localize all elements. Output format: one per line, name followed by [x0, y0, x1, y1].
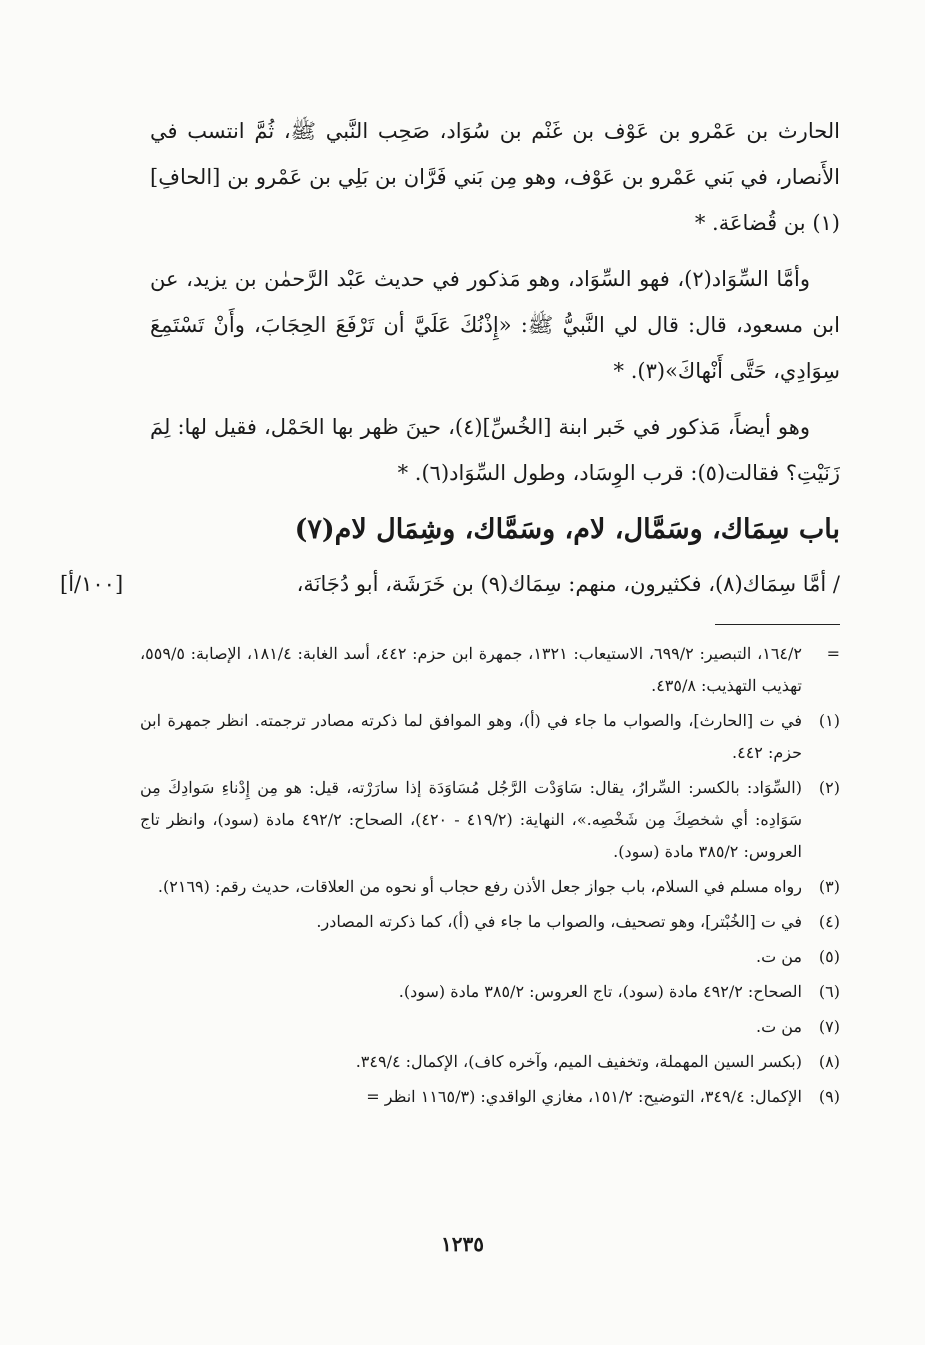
footnote-item: [140, 871, 840, 903]
footnote-text: رواه مسلم في السلام، باب جواز جعل الأذن رفع حجاب أو نحوه من العلاقات، حديث رقم: (٢١٦٩).: [157, 877, 802, 896]
main-text: [150, 108, 840, 506]
footnote-divider: [715, 624, 840, 625]
section-heading: باب سِمَاك، وسَمَّال، لام، وسَمَّاك، وشِمَال لام(٧): [294, 514, 840, 545]
footnote-text: من ت.: [756, 947, 802, 966]
footnote-item: [140, 976, 840, 1008]
footnote-number: (٢): [818, 778, 840, 797]
last-line-text: / أمَّا سِمَاك(٨)، فكثيرون، منهم: سِمَاك(٩) بن خَرَشَة، أبو دُجَانَة،: [296, 572, 840, 596]
footnote-number: =: [826, 644, 840, 663]
footnote-item: [140, 1011, 840, 1043]
footnote-text: من ت.: [756, 1017, 802, 1036]
main-text-last-line: [60, 562, 840, 606]
footnote-text: الصحاح: ٤٩٢/٢ مادة (سود)، تاج العروس: ٣٨٥/٢ مادة (سود).: [398, 982, 802, 1001]
footnote-number: (١): [818, 711, 840, 730]
footnote-number: (٣): [818, 877, 840, 896]
footnote-item: [140, 941, 840, 973]
footnote-text: في ت [الخُبْتر]، وهو تصحيف، والصواب ما جاء في (أ)، كما ذكرته المصادر.: [316, 912, 802, 931]
footnote-text: (السِّوَاد: بالكسر: السِّرارُ، يقال: سَاوَدْت الرَّجُل مُسَاوَدَة إذا سارَرْته، قيل: هو مِن إِدْناءِ سَوادِكَ مِن سَوَادِه: أي شخصِكَ مِن شَخْصِه.»، النهاية: (٤١٩/٢ - ٤٢٠)، الصحاح: ٤٩٢/٢ مادة (سود)، وانظر تاج العروس: ٣٨٥/٢ مادة (سود).: [140, 778, 802, 861]
footnote-item: [140, 906, 840, 938]
footnote-number: (٦): [818, 982, 840, 1001]
footnotes: [140, 638, 840, 1116]
footnote-text: الإكمال: ٣٤٩/٤، التوضيح: ١٥١/٢، مغازي الواقدي: (١١٦٥/٣ انظر =: [366, 1087, 802, 1106]
footnote-item: [140, 638, 840, 702]
footnote-item: [140, 705, 840, 769]
footnote-item: [140, 1046, 840, 1078]
footnote-item: [140, 772, 840, 868]
footnote-text: ١٦٤/٢، التبصير: ٦٩٩/٢، الاستيعاب: ١٣٢١، جمهرة ابن حزم: ٤٤٢، أسد الغابة: ١٨١/٤، الإصابة: ٥٥٩/٥، تهذيب التهذيب: ٤٣٥/٨.: [140, 644, 802, 695]
footnote-text: في ت [الحارث]، والصواب ما جاء في (أ)، وهو الموافق لما ذكرته مصادر ترجمته. انظر جمهرة ابن حزم: ٤٤٢.: [140, 711, 802, 762]
footnote-item: [140, 1081, 840, 1113]
footnote-number: (٨): [818, 1052, 840, 1071]
paragraph-3: وهو أيضاً، مَذكور في خَبر ابنة [الخُسِّ](٤)، حينَ ظهر بها الحَمْل، فقيل لها: لِمَ زَنَيْتِ؟ فقالت(٥): قرب الوِسَاد، وطول السِّوَاد(٦). *: [150, 415, 840, 485]
footnote-text: (بكسر السين المهملة، وتخفيف الميم، وآخره كاف)، الإكمال: ٣٤٩/٤.: [355, 1052, 802, 1071]
footnote-number: (٩): [818, 1087, 840, 1106]
paragraph-2: وأمَّا السِّوَاد(٢)، فهو السِّوَاد، وهو مَذكور في حديث عَبْد الرَّحمٰن بن يزيد، عن ابن مسعود، قال: قال لي النَّبيُّ ﷺ: «إِذْنُكَ عَلَيَّ أن تَرْفَعَ الحِجَابَ، وأَنْ تَسْتَمِعَ سِوَادِي، حَتَّى أَنْهاكَ»(٣). *: [150, 267, 840, 383]
manuscript-folio-reference: [١٠٠/أ]: [60, 572, 124, 596]
paragraph-1: الحارث بن عَمْرو بن عَوْف بن غَنْم بن سُوَاد، صَحِب النَّبي ﷺ، ثُمَّ انتسب في الأَنصار، في بَني عَمْرو بن عَوْف، وهو مِن بَني فَرَّان بن بَلِي بن عَمْرو بن [الحافِ](١) بن قُضاعَة. *: [150, 119, 840, 235]
footnote-number: (٧): [818, 1017, 840, 1036]
footnote-number: (٥): [818, 947, 840, 966]
footnote-number: (٤): [818, 912, 840, 931]
page-number: ١٢٣٥: [441, 1232, 484, 1256]
